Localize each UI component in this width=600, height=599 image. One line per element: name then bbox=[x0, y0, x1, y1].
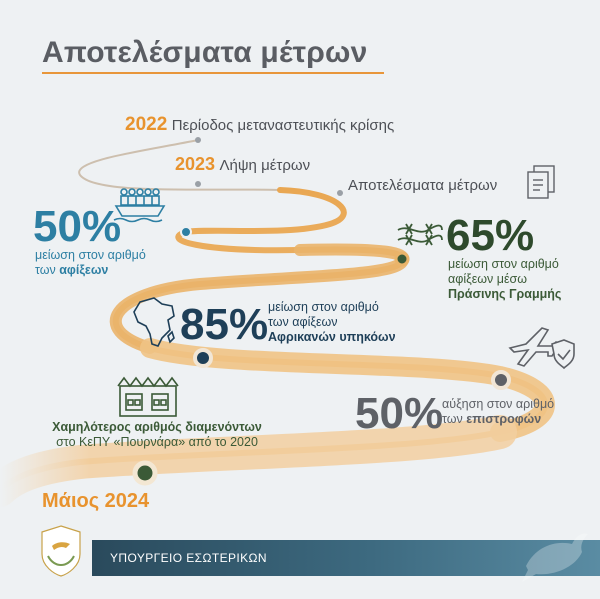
title-underline bbox=[42, 72, 384, 74]
milestone-2023-year: 2023 bbox=[175, 154, 216, 174]
building-icon bbox=[118, 378, 178, 416]
stat-returns-line2-pre: των bbox=[442, 412, 467, 426]
stat-pournara-line1 bbox=[42, 420, 272, 435]
milestone-end-label: Μάιος 2024 bbox=[42, 490, 150, 512]
milestone-dot-2023 bbox=[195, 181, 201, 187]
milestone-dot-end bbox=[135, 463, 155, 483]
milestone-2022 bbox=[125, 114, 394, 136]
stat-arrivals-line2-pre: των bbox=[35, 263, 60, 277]
stat-african-line3 bbox=[268, 330, 396, 345]
stat-greenline-line3 bbox=[448, 287, 561, 302]
milestone-dot-african bbox=[195, 350, 211, 366]
stat-greenline-desc bbox=[448, 257, 561, 302]
milestone-2023-text: Λήψη μέτρων bbox=[219, 157, 311, 174]
ministry-name: ΥΠΟΥΡΓΕΙΟ ΕΣΩΤΕΡΙΚΩΝ bbox=[110, 551, 267, 565]
stat-arrivals-line1: μείωση στον αριθμό bbox=[35, 248, 146, 262]
stat-greenline-line3-bold: Πράσινης Γραμμής bbox=[448, 287, 562, 301]
stat-greenline-line1: μείωση στον αριθμό bbox=[448, 257, 559, 271]
stat-returns-pct: 50% bbox=[355, 389, 444, 438]
milestone-results: Αποτελέσματα μέτρων bbox=[348, 177, 498, 194]
stat-african-pct: 85% bbox=[180, 300, 269, 349]
stat-returns-line2-bold: επιστροφών bbox=[466, 412, 542, 426]
milestone-dot-greenline bbox=[396, 253, 408, 265]
stat-arrivals-line2 bbox=[35, 263, 146, 278]
stat-greenline-pct: 65% bbox=[446, 211, 535, 260]
stat-returns-line1: αύξηση στον αριθμό bbox=[442, 397, 555, 411]
stat-returns-line2 bbox=[442, 412, 554, 427]
stat-african-line2: των αφίξεων bbox=[268, 315, 338, 329]
milestone-2022-year: 2022 bbox=[125, 114, 168, 135]
stat-arrivals-desc bbox=[35, 248, 146, 278]
stat-returns-desc bbox=[442, 397, 554, 427]
boat-icon bbox=[114, 189, 164, 222]
stat-pournara-line1-bold: Χαμηλότερος αριθμός διαμενόντων bbox=[52, 420, 262, 434]
stat-pournara-line2: στο ΚεΠΥ «Πουρνάρα» από το 2020 bbox=[56, 435, 258, 449]
stat-arrivals-line2-bold: αφίξεων bbox=[59, 263, 109, 277]
milestone-dot-arrivals bbox=[181, 227, 191, 237]
dove-icon bbox=[516, 526, 596, 586]
milestone-2023 bbox=[175, 154, 310, 175]
stat-greenline-line2: αφίξεων μέσω bbox=[448, 272, 528, 286]
stat-african-line1: μείωση στον αριθμό bbox=[268, 300, 379, 314]
cyprus-emblem-icon bbox=[38, 524, 84, 578]
milestone-dot-results bbox=[337, 190, 343, 196]
milestone-2022-text: Περίοδος μεταναστευτικής κρίσης bbox=[171, 117, 395, 134]
stat-pournara-desc bbox=[42, 420, 272, 450]
stat-african-line3-bold: Αφρικανών υπηκόων bbox=[268, 330, 396, 344]
airplane-shield-icon bbox=[510, 328, 574, 368]
barbed-wire-icon bbox=[398, 224, 442, 245]
documents-icon bbox=[528, 166, 554, 198]
stat-african-desc bbox=[268, 300, 396, 345]
milestone-dot-2022 bbox=[195, 137, 201, 143]
page-title: Αποτελέσματα μέτρων bbox=[42, 36, 368, 69]
stat-arrivals-pct: 50% bbox=[33, 202, 122, 251]
milestone-dot-returns bbox=[493, 372, 509, 388]
